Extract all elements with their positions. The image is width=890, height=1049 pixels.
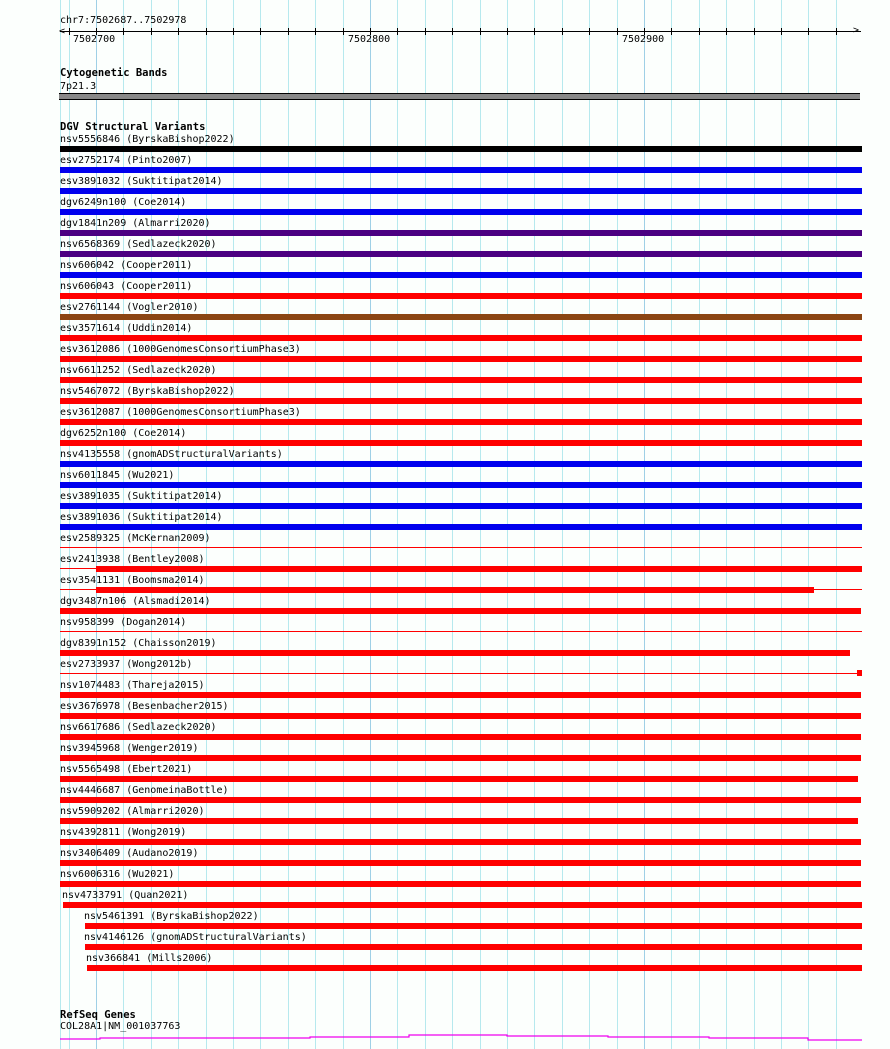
ruler-tick [507,28,508,35]
dgv-feature-label[interactable]: nsv6006316 (Wu2021) [60,869,175,880]
dgv-feature-label[interactable]: dgv1841n209 (Almarri2020) [60,218,211,229]
dgv-feature-bar[interactable] [60,797,861,803]
ruler-tick [699,28,700,35]
dgv-feature-label[interactable]: nsv366841 (Mills2006) [86,953,213,964]
dgv-feature-bar[interactable] [60,608,861,614]
dgv-feature-bar[interactable] [96,587,814,593]
dgv-feature-label[interactable]: nsv606043 (Cooper2011) [60,281,193,292]
dgv-feature-label[interactable]: esv2589325 (McKernan2009) [60,533,211,544]
dgv-feature-bar[interactable] [60,314,862,320]
dgv-feature-bar[interactable] [60,251,862,257]
dgv-feature-bar[interactable] [60,146,862,152]
dgv-feature-bar[interactable] [87,965,862,971]
dgv-feature-bar[interactable] [60,272,862,278]
ruler-tick [452,28,453,35]
dgv-feature-label[interactable]: esv2413938 (Bentley2008) [60,554,205,565]
ruler-tick [288,28,289,35]
dgv-feature-bar[interactable] [60,377,862,383]
ruler-tick [617,28,618,35]
dgv-feature-bar[interactable] [60,713,861,719]
refseq-gene-line[interactable] [0,1030,890,1042]
cytoband-label: 7p21.3 [60,81,97,92]
dgv-feature-label[interactable]: nsv5467072 (ByrskaBishop2022) [60,386,235,397]
dgv-feature-label[interactable]: nsv6617686 (Sedlazeck2020) [60,722,217,733]
dgv-feature-label[interactable]: esv3891032 (Suktitipat2014) [60,176,223,187]
dgv-feature-bar[interactable] [60,356,862,362]
dgv-feature-label[interactable]: nsv5565498 (Ebert2021) [60,764,193,775]
dgv-feature-bar[interactable] [60,776,858,782]
ruler-tick [343,28,344,35]
ruler-tick [233,28,234,35]
refseq-track-title[interactable]: RefSeq Genes [60,1009,136,1021]
dgv-feature-label[interactable]: esv3612086 (1000GenomesConsortiumPhase3) [60,344,301,355]
ruler-tick [562,28,563,35]
dgv-feature-block[interactable] [857,670,862,676]
dgv-feature-bar[interactable] [60,839,861,845]
dgv-feature-bar[interactable] [60,503,862,509]
dgv-feature-label[interactable]: esv3676978 (Besenbacher2015) [60,701,229,712]
ruler-tick [178,28,179,35]
dgv-feature-bar[interactable] [60,650,850,656]
dgv-feature-bar[interactable] [60,881,861,887]
ruler-tick [808,28,809,35]
dgv-feature-bar[interactable] [60,524,862,530]
dgv-feature-bar[interactable] [60,692,861,698]
dgv-feature-label[interactable]: esv3891036 (Suktitipat2014) [60,512,223,523]
dgv-feature-label[interactable]: nsv606042 (Cooper2011) [60,260,193,271]
dgv-feature-line[interactable] [60,547,862,548]
arrow-right-icon[interactable]: > [853,25,860,36]
ruler-tick [754,28,755,35]
dgv-feature-label[interactable]: nsv4446687 (GenomeinaBottle) [60,785,229,796]
dgv-feature-label[interactable]: esv2761144 (Vogler2010) [60,302,199,313]
dgv-feature-label[interactable]: nsv958399 (Dogan2014) [60,617,187,628]
arrow-left-icon[interactable]: < [59,26,66,37]
dgv-feature-bar[interactable] [60,335,862,341]
dgv-feature-line[interactable] [60,568,96,569]
ruler-tick [726,28,727,35]
dgv-feature-label[interactable]: esv2752174 (Pinto2007) [60,155,193,166]
ruler-axis [60,31,861,32]
dgv-feature-bar[interactable] [60,860,861,866]
dgv-feature-label[interactable]: dgv8391n152 (Chaisson2019) [60,638,217,649]
dgv-feature-label[interactable]: dgv6252n100 (Coe2014) [60,428,187,439]
ruler-tick [315,28,316,35]
dgv-feature-label[interactable]: dgv6249n100 (Coe2014) [60,197,187,208]
refseq-gene-label[interactable]: COL28A1|NM_001037763 [60,1021,181,1032]
ruler-tick [781,28,782,35]
ruler-tick [589,28,590,35]
dgv-feature-bar[interactable] [60,482,862,488]
dgv-feature-bar[interactable] [63,902,862,908]
dgv-feature-label[interactable]: esv3891035 (Suktitipat2014) [60,491,223,502]
ruler-tick [206,28,207,35]
dgv-feature-label[interactable]: dgv3487n106 (Alsmadi2014) [60,596,211,607]
ruler-tick [123,28,124,35]
ruler-tick [480,28,481,35]
dgv-feature-label[interactable]: nsv6568369 (Sedlazeck2020) [60,239,217,250]
dgv-track-title[interactable]: DGV Structural Variants [60,121,206,133]
dgv-feature-bar[interactable] [60,734,861,740]
dgv-feature-label[interactable]: esv3571614 (Uddin2014) [60,323,193,334]
ruler-tick [69,28,70,35]
position-label: chr7:7502687..7502978 [60,15,187,26]
dgv-feature-label[interactable]: nsv5556846 (ByrskaBishop2022) [60,134,235,145]
dgv-feature-bar[interactable] [60,398,862,404]
dgv-feature-bar[interactable] [60,230,862,236]
dgv-feature-label[interactable]: nsv3945968 (Wenger2019) [60,743,199,754]
cytoband-bar[interactable] [59,93,860,100]
dgv-feature-bar[interactable] [60,818,858,824]
dgv-feature-label[interactable]: nsv4733791 (Quan2021) [62,890,189,901]
dgv-feature-label[interactable]: esv3612087 (1000GenomesConsortiumPhase3) [60,407,301,418]
dgv-feature-bar[interactable] [85,923,862,929]
dgv-feature-label[interactable]: esv3541131 (Boomsma2014) [60,575,205,586]
dgv-feature-label[interactable]: nsv6011845 (Wu2021) [60,470,175,481]
ruler-tick [397,28,398,35]
dgv-feature-bar[interactable] [60,167,862,173]
dgv-feature-bar[interactable] [60,440,862,446]
ruler-tick [260,28,261,35]
tick-label: 7502900 [622,34,665,45]
dgv-feature-line[interactable] [60,631,862,632]
dgv-feature-label[interactable]: nsv6611252 (Sedlazeck2020) [60,365,217,376]
dgv-feature-label[interactable]: nsv1074483 (Thareja2015) [60,680,205,691]
tick-label: 7502700 [73,34,116,45]
ruler-tick [151,28,152,35]
dgv-feature-line[interactable] [60,673,857,674]
tick-label: 7502800 [348,34,391,45]
ruler-tick [671,28,672,35]
ruler-tick [425,28,426,35]
dgv-feature-label[interactable]: nsv4135558 (gnomADStructuralVariants) [60,449,283,460]
ruler-tick [836,28,837,35]
dgv-feature-label[interactable]: nsv5909202 (Almarri2020) [60,806,205,817]
dgv-feature-bar[interactable] [60,188,862,194]
dgv-feature-bar[interactable] [60,755,861,761]
dgv-feature-bar[interactable] [85,944,862,950]
dgv-feature-label[interactable]: nsv3406409 (Audano2019) [60,848,199,859]
dgv-feature-label[interactable]: esv2733937 (Wong2012b) [60,659,193,670]
dgv-feature-label[interactable]: nsv5461391 (ByrskaBishop2022) [84,911,259,922]
cytoband-track-title[interactable]: Cytogenetic Bands [60,67,168,79]
ruler-tick [534,28,535,35]
dgv-feature-bar[interactable] [60,419,862,425]
dgv-feature-bar[interactable] [60,293,862,299]
dgv-feature-label[interactable]: nsv4392811 (Wong2019) [60,827,187,838]
dgv-feature-bar[interactable] [96,566,862,572]
dgv-feature-bar[interactable] [60,461,862,467]
dgv-feature-bar[interactable] [60,209,862,215]
dgv-feature-label[interactable]: nsv4146126 (gnomADStructuralVariants) [84,932,307,943]
